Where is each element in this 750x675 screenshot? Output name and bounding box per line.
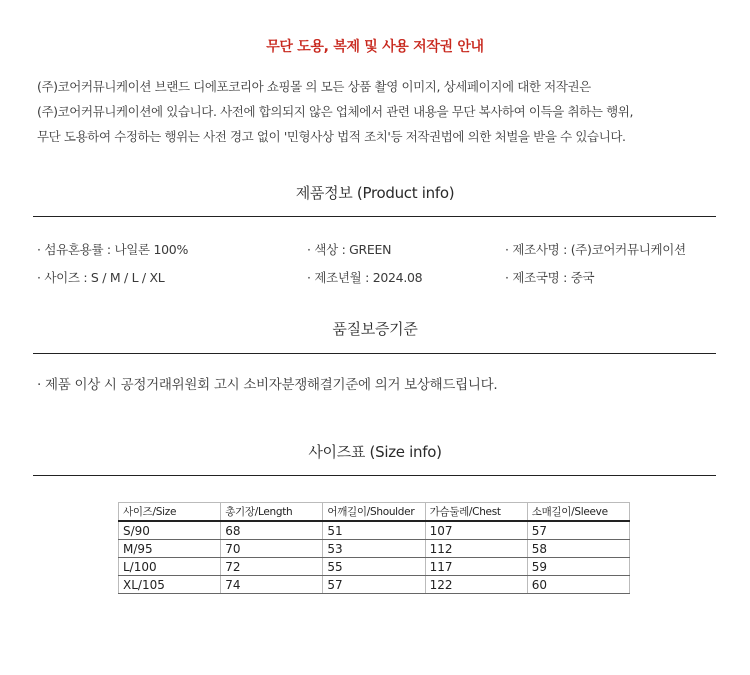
size-table-cell: 107 bbox=[425, 521, 527, 540]
size-table-cell: 68 bbox=[221, 521, 323, 540]
size-table-row bbox=[119, 576, 630, 594]
size-table-header: 총기장/Length bbox=[221, 503, 323, 522]
size-table-cell: 122 bbox=[425, 576, 527, 594]
size-table-cell: S/90 bbox=[119, 521, 221, 540]
quality-guarantee-text: · 제품 이상 시 공정거래위원회 고시 소비자분쟁해결기준에 의거 보상해드립니다. bbox=[37, 377, 498, 393]
copyright-notice-title: 무단 도용, 복제 및 사용 저작권 안내 bbox=[266, 39, 484, 55]
quality-guarantee-title: 품질보증기준 bbox=[332, 320, 418, 338]
size-table-cell: L/100 bbox=[119, 558, 221, 576]
size-table-header: 소매길이/Sleeve bbox=[527, 503, 629, 522]
country-of-origin: · 제조국명 : 중국 bbox=[505, 270, 595, 285]
product-info-divider bbox=[33, 216, 716, 217]
fiber-composition: · 섬유혼용률 : 나일론 100% bbox=[37, 242, 189, 257]
size-table-cell: 53 bbox=[323, 540, 425, 558]
size-info-title: 사이즈표 (Size info) bbox=[308, 443, 442, 461]
size-table-cell: XL/105 bbox=[119, 576, 221, 594]
size-table-cell: 58 bbox=[527, 540, 629, 558]
size-options: · 사이즈 : S / M / L / XL bbox=[37, 270, 165, 285]
copyright-notice-body bbox=[37, 74, 727, 149]
size-table-cell: 117 bbox=[425, 558, 527, 576]
size-table-header: 사이즈/Size bbox=[119, 503, 221, 522]
size-table-cell: M/95 bbox=[119, 540, 221, 558]
color-info: · 색상 : GREEN bbox=[307, 242, 392, 257]
copyright-notice-line: (주)코어커뮤니케이션에 있습니다. 사전에 합의되지 않은 업체에서 관련 내용을 무단 복사하여 이득을 취하는 행위, bbox=[37, 104, 634, 119]
size-table-cell: 59 bbox=[527, 558, 629, 576]
size-table-row bbox=[119, 558, 630, 576]
size-table-cell: 57 bbox=[323, 576, 425, 594]
size-table-cell: 70 bbox=[221, 540, 323, 558]
size-table-row bbox=[119, 521, 630, 540]
size-table-cell: 60 bbox=[527, 576, 629, 594]
size-table-cell: 72 bbox=[221, 558, 323, 576]
size-table-cell: 112 bbox=[425, 540, 527, 558]
quality-guarantee-divider bbox=[33, 353, 716, 354]
manufacturer-info: · 제조사명 : (주)코어커뮤니케이션 bbox=[505, 242, 686, 257]
copyright-notice-line: (주)코어커뮤니케이션 브랜드 디에포코리아 쇼핑몰 의 모든 상품 촬영 이미지, 상세페이지에 대한 저작권은 bbox=[37, 79, 591, 94]
manufacture-date: · 제조년월 : 2024.08 bbox=[307, 270, 423, 285]
copyright-notice-line: 무단 도용하여 수정하는 행위는 사전 경고 없이 '민형사상 법적 조치'등 저작권법에 의한 처벌을 받을 수 있습니다. bbox=[37, 129, 626, 144]
size-table-cell: 74 bbox=[221, 576, 323, 594]
size-table-header-row bbox=[119, 503, 630, 522]
size-table-cell: 57 bbox=[527, 521, 629, 540]
size-table bbox=[118, 502, 630, 594]
product-info-title: 제품정보 (Product info) bbox=[295, 184, 455, 202]
size-table-cell: 51 bbox=[323, 521, 425, 540]
size-info-divider bbox=[33, 475, 716, 476]
size-table-header: 가슴둘레/Chest bbox=[425, 503, 527, 522]
size-table-header: 어깨길이/Shoulder bbox=[323, 503, 425, 522]
size-table-row bbox=[119, 540, 630, 558]
size-table-cell: 55 bbox=[323, 558, 425, 576]
